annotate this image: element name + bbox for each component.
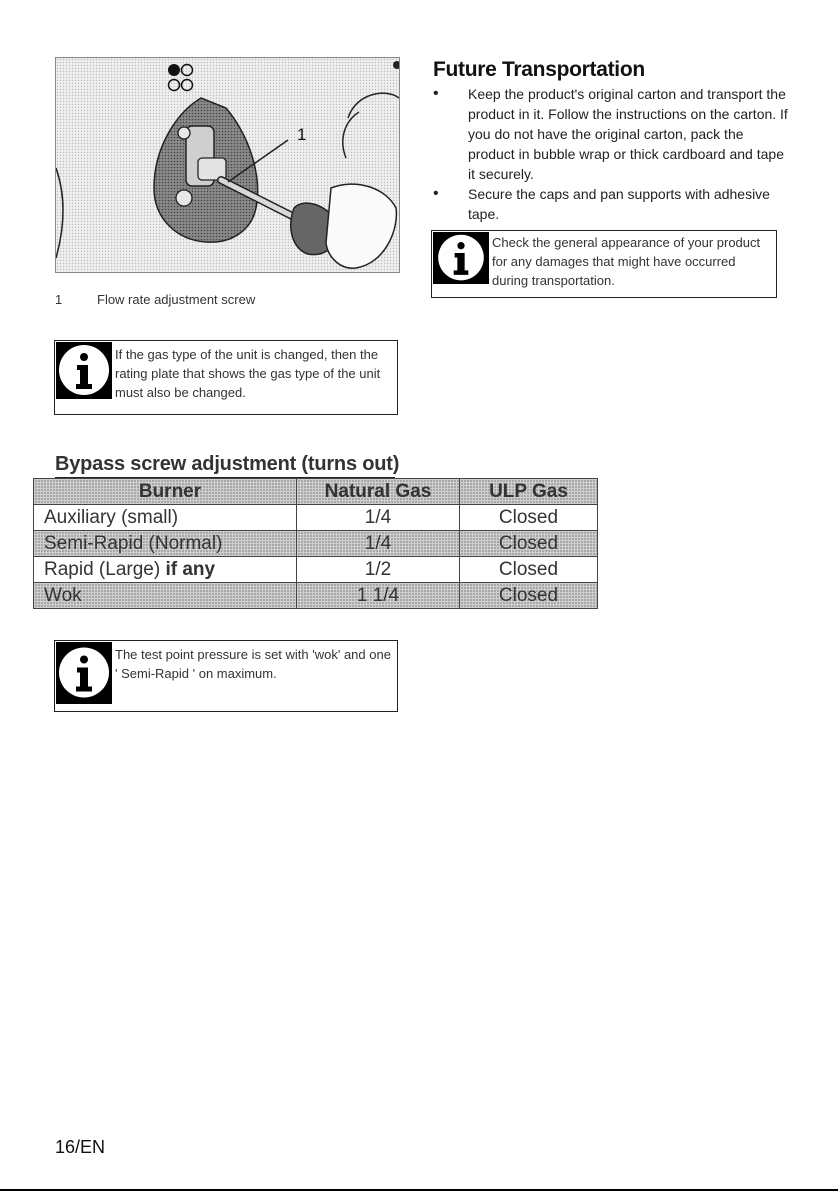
header-ulp-gas: ULP Gas: [460, 479, 598, 505]
caption-number: 1: [55, 292, 63, 307]
table-row: [34, 531, 598, 557]
figure-callout-number: 1: [297, 125, 307, 144]
cell-ulp-gas: Closed: [460, 557, 598, 583]
cell-burner: Wok: [34, 583, 297, 609]
info-note-test-pressure: [54, 640, 398, 712]
list-item: • Secure the caps and pan supports with adhesive tape.: [431, 184, 791, 224]
cell-natural-gas: 1 1/4: [297, 583, 460, 609]
table-row: [34, 505, 598, 531]
cell-burner: Auxiliary (small): [34, 505, 297, 531]
info-icon: [433, 232, 489, 284]
cell-natural-gas: 1/4: [297, 531, 460, 557]
cell-ulp-gas: Closed: [460, 583, 598, 609]
cell-burner: [34, 557, 297, 583]
cell-natural-gas: 1/4: [297, 505, 460, 531]
cell-ulp-gas: Closed: [460, 505, 598, 531]
header-burner: Burner: [34, 479, 297, 505]
table-row: [34, 583, 598, 609]
header-natural-gas: Natural Gas: [297, 479, 460, 505]
cell-ulp-gas: Closed: [460, 531, 598, 557]
info-note-text: Check the general appearance of your product for any damages that might have occurred during transportation.: [492, 235, 761, 288]
cell-natural-gas: 1/2: [297, 557, 460, 583]
bypass-screw-table: [33, 478, 598, 609]
table-row: [34, 557, 598, 583]
info-icon: [56, 342, 112, 399]
future-transportation-heading: Future Transportation: [433, 58, 645, 81]
burner-suffix: if any: [165, 558, 216, 580]
caption-text: Flow rate adjustment screw: [97, 292, 256, 307]
bypass-table-title: Bypass screw adjustment (turns out): [55, 453, 400, 475]
flow-rate-screw-figure: [55, 57, 400, 273]
future-transportation-list: [431, 84, 791, 224]
info-note-text: If the gas type of the unit is changed, then the rating plate that shows the gas type of the unit must also be changed.: [115, 347, 381, 400]
info-note-text: The test point pressure is set with 'wok' and one ' Semi-Rapid ' on maximum.: [115, 647, 391, 681]
info-icon: [56, 642, 112, 704]
burner-name: Rapid (Large): [44, 558, 166, 580]
info-note-transport-damage: [431, 230, 777, 298]
list-item: • Keep the product's original carton and transport the product in it. Follow the instructions on the carton. If you do not have the original carton, pack the product in bubble wrap or thick cardboard and tape it securely.: [431, 84, 791, 184]
info-note-gas-type: [54, 340, 398, 415]
table-header-row: [34, 479, 598, 505]
page-number: 16/EN: [55, 1137, 106, 1157]
cell-burner: Semi-Rapid (Normal): [34, 531, 297, 557]
